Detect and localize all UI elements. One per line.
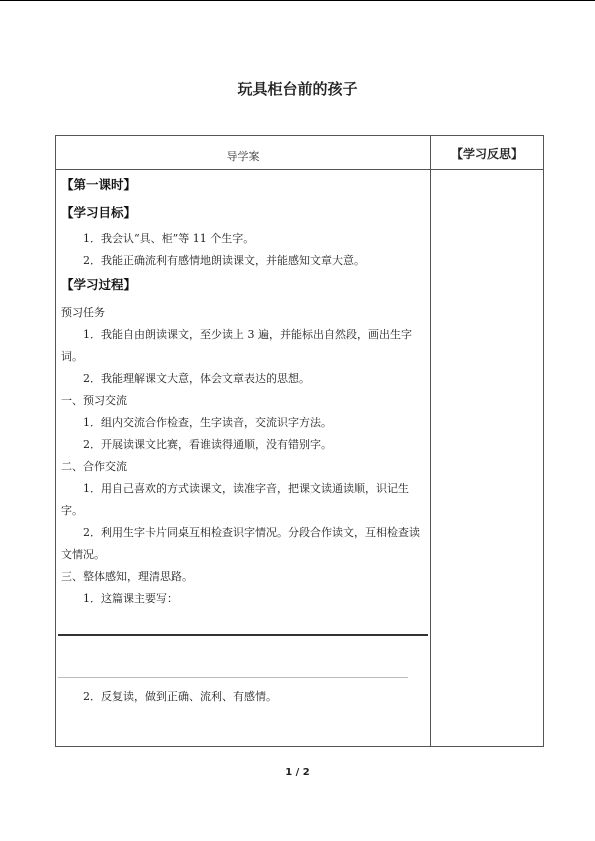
section3-title: 三、整体感知，理清思路。 — [61, 570, 193, 583]
goals-heading: 【学习目标】 — [61, 205, 137, 220]
goal-item: 2．我能正确流利有感情地朗读课文，并能感知文章大意。 — [83, 254, 365, 267]
answer-line — [58, 634, 428, 636]
section1-title: 一、预习交流 — [61, 394, 127, 407]
section2-item: 2．利用生字卡片同桌互相检查识字情况。分段合作读文，互相检查读文情况。 — [61, 526, 420, 561]
section2-title: 二、合作交流 — [61, 460, 127, 473]
section2-item: 1．用自己喜欢的方式读课文，读准字音，把课文读通读顺，识记生字。 — [61, 482, 409, 517]
top-border — [0, 0, 595, 1]
preview-item: 1．我能自由朗读课文，至少读上 3 遍，并能标出自然段，画出生字词。 — [61, 328, 412, 363]
header-divider — [56, 169, 543, 170]
guide-header: 导学案 — [226, 150, 260, 163]
section1-item: 2．开展读课文比赛，看谁读得通顺，没有错别字。 — [83, 438, 332, 451]
guide-content — [61, 172, 421, 610]
answer-line — [58, 677, 408, 678]
page-number: 1 / 2 — [285, 767, 310, 778]
process-heading: 【学习过程】 — [61, 277, 137, 292]
reflection-header: 【学习反思】 — [450, 147, 523, 161]
lesson-heading: 【第一课时】 — [61, 177, 137, 192]
column-divider — [430, 136, 431, 746]
section3-item: 1．这篇课主要写： — [83, 592, 178, 605]
page-title: 玩具柜台前的孩子 — [237, 80, 358, 98]
section3-item: 2．反复读，做到正确、流利、有感情。 — [83, 690, 277, 703]
preview-item: 2．我能理解课文大意，体会文章表达的思想。 — [83, 372, 310, 385]
goal-item: 1．我会认“具、柜”等 11 个生字。 — [83, 232, 255, 245]
section1-item: 1．组内交流合作检查，生字读音，交流识字方法。 — [83, 416, 332, 429]
worksheet-table — [55, 135, 544, 747]
preview-title: 预习任务 — [61, 306, 105, 319]
